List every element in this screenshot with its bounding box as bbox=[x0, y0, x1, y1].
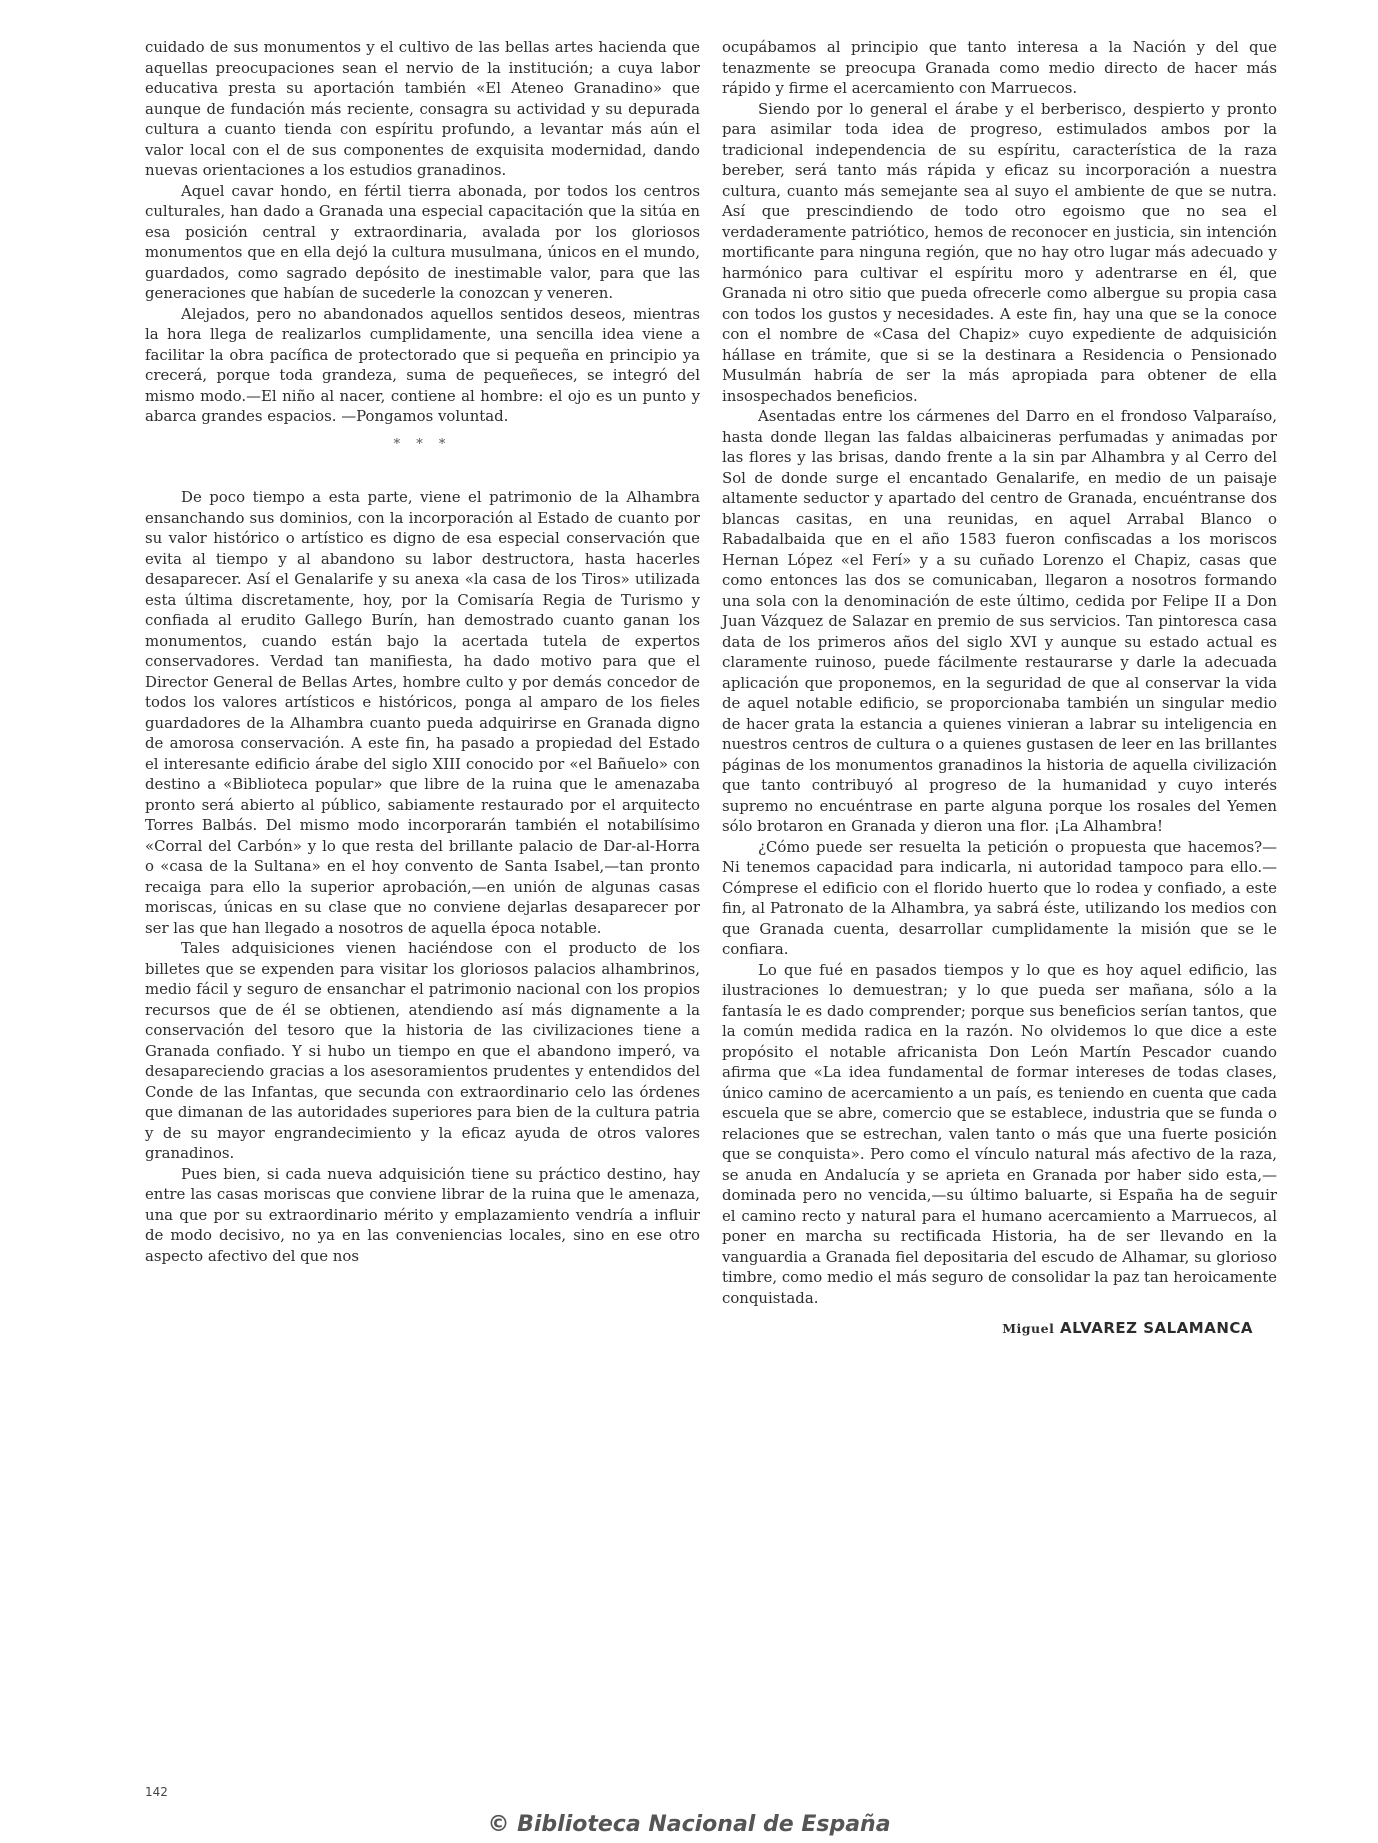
library-watermark: © Biblioteca Nacional de España bbox=[487, 1812, 891, 1837]
paragraph: Lo que fué en pasados tiempos y lo que es hoy aquel edificio, las ilustraciones lo demuestran; y lo que pueda ser mañana, sólo a la fantasía le es dado comprender; porque sus beneficios serían tantos, que la común medida radica en la razón. No olvidemos lo que dice a este propósito el notable africanista Don León Martín Pescador cuando afirma que «La idea fundamental de formar intereses de todas clases, único camino de acercamiento a un país, es teniendo en cuenta que cada escuela que se abre, comercio que se establece, industria que se funda o relaciones que se estrechan, valen tanto o más que una fuerte posición que se conquista». Pero como el vínculo natural más afectivo de la raza, se anuda en Andalucía y se aprieta en Granada por haber sido esta,—dominada pero no vencida,—su último baluarte, si España ha de seguir el camino recto y natural para el humano acercamiento a Marruecos, al poner en marcha su rectificada Historia, ha de ser llevando en la vanguardia a Granada fiel depositaria del escudo de Alhamar, su glorioso timbre, como medio el más seguro de consolidar la paz tan heroicamente conquistada. bbox=[722, 960, 1277, 1307]
paragraph: De poco tiempo a esta parte, viene el patrimonio de la Alhambra ensanchando sus dominios, con la incorporación al Estado de cuanto por su valor histórico o artístico es digno de esa especial conservación que evita al tiempo y al abandono su labor destructora, hasta hacerles desaparecer. Así el Genalarife y su anexa «la casa de los Tiros» utilizada esta última discretamente, hoy, por la Comisaría Regia de Turismo y confiada al erudito Gallego Burín, han demostrado cuanto ganan los monumentos, cuando están bajo la acertada tutela de expertos conservadores. Verdad tan manifiesta, ha dado motivo para que el Director General de Bellas Artes, hombre culto y por demás concedor de todos los valores artísticos e históricos, ponga al amparo de los fieles guardadores de la Alhambra cuanto pueda adquirirse en Granada digno de amorosa conservación. A este fin, ha pasado a propiedad del Estado el interesante edificio árabe del siglo XIII conocido por «el Bañuelo» con destino a «Biblioteca popular» que libre de la ruina que le amenazaba pronto será abierto al público, sabiamente restaurado por el arquitecto Torres Balbás. Del mismo modo incorporarán también el notabilísimo «Corral del Carbón» y lo que resta del brillante palacio de Dar-al-Horra o «casa de la Sultana» en el hoy convento de Santa Isabel,—tan pronto recaiga para ello la superior aprobación,—en unión de algunas casas moriscas, únicas en su clase que no conviene dejarlas desaparecer por ser las que han llegado a nosotros de aquella época notable. bbox=[145, 488, 700, 937]
author-first-name: Miguel bbox=[1002, 1321, 1055, 1336]
paragraph: cuidado de sus monumentos y el cultivo de las bellas artes hacienda que aquellas preocupaciones sean el nervio de la institución; a cuya labor educativa presta su aportación también «El Ateneo Granadino» que aunque de fundación más reciente, consagra su actividad y su depurada cultura a cuanto tienda con espíritu profundo, a levantar más aún el valor local con el de sus componentes de exquisita modernidad, dando nuevas orientaciones a los estudios granadinos. bbox=[145, 38, 700, 179]
paragraph: ocupábamos al principio que tanto interesa a la Nación y del que tenazmente se preocupa Granada como medio directo de hacer más rápido y firme el acercamiento con Marruecos. bbox=[722, 38, 1277, 97]
paragraph: Pues bien, si cada nueva adquisición tiene su práctico destino, hay entre las casas moriscas que conviene librar de la ruina que le amenaza, una que por su extraordinario mérito y emplazamiento vendría a influir de modo decisivo, no ya en las conveniencias locales, sino en ese otro aspecto afectivo del que nos bbox=[145, 1164, 700, 1265]
paragraph: Tales adquisiciones vienen haciéndose con el producto de los billetes que se expenden para visitar los gloriosos palacios alhambrinos, medio fácil y seguro de ensanchar el patrimonio nacional con los propios recursos que de él se obtienen, atendiendo así más dignamente a la conservación del tesoro que la historia de las civilizaciones tiene a Granada confiado. Y si hubo un tiempo en que el abandono imperó, va desapareciendo gracias a los asesoramientos prudentes y entendidos del Conde de las Infantas, que secunda con extraordinario celo las órdenes que dimanan de las autoridades superiores para bien de la cultura patria y de su mayor engrandecimiento y la eficaz ayuda de otros valores granadinos. bbox=[145, 939, 700, 1162]
paragraph: ¿Cómo puede ser resuelta la petición o propuesta que hacemos?—Ni tenemos capacidad para indicarla, ni autoridad tampoco para ello.—Cómprese el edificio con el florido huerto que lo rodea y confiado, a este fin, al Patronato de la Alhambra, ya sabrá éste, utilizando los medios con que Granada cuenta, desarrollar cumplidamente la misión que se le confiara. bbox=[722, 837, 1277, 958]
paragraph: Siendo por lo general el árabe y el berberisco, despierto y pronto para asimilar toda idea de progreso, estimulados ambos por la tradicional independencia de su espíritu, característica de la raza bereber, será tanto más rápida y eficaz su incorporación a nuestra cultura, cuanto más semejante sea al suyo el ambiente de que se nutra. Así que prescindiendo de todo otro egoismo que no sea el verdaderamente patriótico, hemos de reconocer en justicia, sin intención mortificante para ninguna región, que no hay otro lugar más adecuado y harmónico para cultivar el espíritu moro y adentrarse en él, que Granada ni otro sitio que pueda ofrecerle como albergue su propia casa con todos los gustos y necesidades. A este fin, hay una que se la conoce con el nombre de «Casa del Chapiz» cuyo expediente de adquisición hállase en trámite, que si se la destinara a Residencia o Pensionado Musulmán habría de ser la más apropiada para obtener de ella insospechados beneficios. bbox=[722, 99, 1277, 405]
author-signature bbox=[722, 1318, 1277, 1340]
paragraph: Alejados, pero no abandonados aquellos sentidos deseos, mientras la hora llega de realizarlos cumplidamente, una sencilla idea viene a facilitar la obra pacífica de protectorado que si pequeña en principio ya crecerá, porque toda grandeza, suma de pequeñeces, se integró del mismo modo.—El niño al nacer, contiene al hombre: el ojo es un punto y abarca grandes espacios. —Pongamos voluntad. bbox=[145, 304, 700, 425]
page-number: 142 bbox=[145, 1785, 168, 1799]
section-separator: * * * bbox=[393, 436, 452, 452]
author-last-name: ALVAREZ SALAMANCA bbox=[1060, 1319, 1253, 1337]
paragraph: Asentadas entre los cármenes del Darro en el frondoso Valparaíso, hasta donde llegan las faldas albaicineras perfumadas y animadas por las flores y las brisas, dando frente a la sin par Alhambra y al Cerro del Sol de donde surge el encantado Genalarife, en medio de un paisaje altamente seductor y apartado del centro de Granada, encuéntranse dos blancas casitas, en una reunidas, en aquel Arrabal Blanco o Rabadalbaida que en el año 1583 fueron confiscadas a los moriscos Hernan López «el Ferí» y a su cuñado Lorenzo el Chapiz, casas que como entonces las dos se comunicaban, llegaron a nosotros formando una sola con la denominación de este último, cedida por Felipe II a Don Juan Vázquez de Salazar en premio de sus servicios. Tan pintoresca casa data de los primeros años del siglo XVI y aunque su estado actual es claramente ruinoso, puede fácilmente restaurarse y darle la adecuada aplicación que proponemos, en la seguridad de que al conservar la vida de aquel notable edificio, se proporcionaba también un singular medio de hacer grata la estancia a quienes vinieran a labrar su inteligencia en nuestros centros de cultura o a quienes gustasen de leer en las brillantes páginas de los monumentos granadinos la historia de aquella civilización que tanto contribuyó al progreso de la humanidad y cuyo interés supremo no encuéntrase en parte alguna porque los rosales del Yemen sólo brotaron en Granada y dieron una flor. ¡La Alhambra! bbox=[722, 407, 1277, 835]
paragraph: Aquel cavar hondo, en fértil tierra abonada, por todos los centros culturales, han dado a Granada una especial capacitación que la sitúa en esa posición central y extraordinaria, avalada por los gloriosos monumentos que en ella dejó la cultura musulmana, únicos en el mundo, guardados, como sagrado depósito de inestimable valor, para que las generaciones que habían de sucederle la conozcan y veneren. bbox=[145, 181, 700, 302]
right-column bbox=[722, 37, 1277, 1340]
left-column bbox=[145, 37, 700, 1266]
